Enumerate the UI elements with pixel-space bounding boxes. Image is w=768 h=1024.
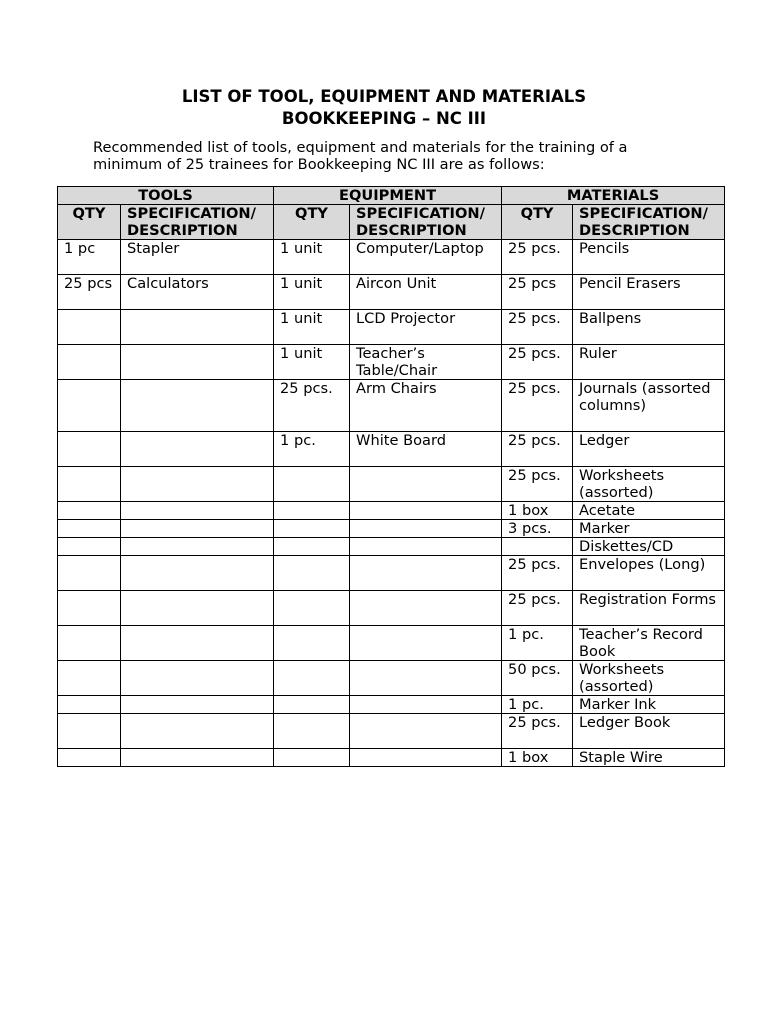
tools-desc-cell: Stapler: [121, 240, 274, 275]
desc-label: DESCRIPTION: [356, 222, 467, 239]
materials-desc-cell: Worksheets (assorted): [573, 467, 725, 502]
tools-qty-cell: [58, 310, 121, 345]
materials-qty-header: QTY: [502, 205, 573, 240]
intro-line-2: minimum of 25 trainees for Bookkeeping NC III are as follows:: [93, 156, 545, 173]
materials-desc-cell: Ledger: [573, 432, 725, 467]
materials-qty-cell: 25 pcs.: [502, 714, 573, 749]
equipment-qty-cell: [274, 661, 350, 696]
materials-desc-cell: Marker: [573, 520, 725, 538]
tools-qty-cell: [58, 714, 121, 749]
table-row: [58, 502, 725, 520]
equipment-qty-cell: [274, 714, 350, 749]
tools-spec-header: [121, 205, 274, 240]
materials-desc-cell: Worksheets (assorted): [573, 661, 725, 696]
materials-qty-cell: 1 box: [502, 749, 573, 767]
materials-qty-cell: 25 pcs.: [502, 467, 573, 502]
tools-qty-cell: [58, 591, 121, 626]
intro-line-1: Recommended list of tools, equipment and materials for the training of a: [93, 139, 628, 156]
spec-label: SPECIFICATION/: [356, 205, 485, 222]
table-row: [58, 626, 725, 661]
column-header-row: [58, 205, 725, 240]
equipment-qty-cell: 1 pc.: [274, 432, 350, 467]
table-row: [58, 275, 725, 310]
table-row: [58, 661, 725, 696]
tools-qty-cell: [58, 626, 121, 661]
table-body: [58, 240, 725, 767]
equipment-qty-cell: [274, 502, 350, 520]
materials-desc-cell: Pencils: [573, 240, 725, 275]
materials-qty-cell: 25 pcs.: [502, 380, 573, 432]
tools-qty-cell: [58, 502, 121, 520]
tools-qty-cell: 1 pc: [58, 240, 121, 275]
equipment-qty-cell: [274, 626, 350, 661]
tools-desc-cell: [121, 345, 274, 380]
equipment-desc-cell: [350, 556, 502, 591]
materials-qty-cell: 1 box: [502, 502, 573, 520]
materials-desc-cell: Staple Wire: [573, 749, 725, 767]
table-row: [58, 538, 725, 556]
materials-qty-cell: 3 pcs.: [502, 520, 573, 538]
equipment-qty-header: QTY: [274, 205, 350, 240]
equipment-qty-cell: 1 unit: [274, 240, 350, 275]
table-row: [58, 380, 725, 432]
equipment-desc-cell: [350, 520, 502, 538]
tools-desc-cell: [121, 749, 274, 767]
equipment-desc-cell: [350, 467, 502, 502]
equipment-qty-cell: 25 pcs.: [274, 380, 350, 432]
equipment-qty-cell: [274, 538, 350, 556]
tools-qty-header: QTY: [58, 205, 121, 240]
tools-desc-cell: [121, 626, 274, 661]
materials-qty-cell: [502, 538, 573, 556]
table-row: [58, 714, 725, 749]
intro-paragraph: [93, 139, 713, 173]
table-row: [58, 432, 725, 467]
tools-qty-cell: [58, 432, 121, 467]
equipment-desc-cell: [350, 714, 502, 749]
equipment-desc-cell: Teacher’s Table/Chair: [350, 345, 502, 380]
equipment-desc-cell: [350, 661, 502, 696]
materials-spec-header: [573, 205, 725, 240]
equipment-desc-cell: [350, 538, 502, 556]
equipment-desc-cell: White Board: [350, 432, 502, 467]
equipment-desc-cell: Arm Chairs: [350, 380, 502, 432]
materials-qty-cell: 25 pcs: [502, 275, 573, 310]
tools-qty-cell: [58, 467, 121, 502]
table-row: [58, 310, 725, 345]
tools-qty-cell: [58, 380, 121, 432]
equipment-desc-cell: LCD Projector: [350, 310, 502, 345]
tools-header: TOOLS: [58, 187, 274, 205]
equipment-qty-cell: 1 unit: [274, 345, 350, 380]
tools-desc-cell: Calculators: [121, 275, 274, 310]
materials-desc-cell: Ballpens: [573, 310, 725, 345]
materials-qty-cell: 25 pcs.: [502, 556, 573, 591]
table-row: [58, 240, 725, 275]
equipment-qty-cell: [274, 467, 350, 502]
materials-desc-cell: Envelopes (Long): [573, 556, 725, 591]
materials-qty-cell: 1 pc.: [502, 696, 573, 714]
materials-desc-cell: Teacher’s Record Book: [573, 626, 725, 661]
equipment-desc-cell: Aircon Unit: [350, 275, 502, 310]
tools-desc-cell: [121, 591, 274, 626]
materials-desc-cell: Marker Ink: [573, 696, 725, 714]
tools-desc-cell: [121, 432, 274, 467]
equipment-desc-cell: [350, 749, 502, 767]
table-row: [58, 467, 725, 502]
materials-desc-cell: Registration Forms: [573, 591, 725, 626]
desc-label: DESCRIPTION: [127, 222, 238, 239]
tools-desc-cell: [121, 538, 274, 556]
materials-desc-cell: Ruler: [573, 345, 725, 380]
materials-desc-cell: Pencil Erasers: [573, 275, 725, 310]
tools-desc-cell: [121, 310, 274, 345]
materials-qty-cell: 25 pcs.: [502, 345, 573, 380]
spec-label: SPECIFICATION/: [579, 205, 708, 222]
equipment-desc-cell: [350, 626, 502, 661]
table-row: [58, 749, 725, 767]
tools-desc-cell: [121, 696, 274, 714]
materials-desc-cell: Diskettes/CD: [573, 538, 725, 556]
tools-equipment-materials-table: [57, 186, 725, 767]
tools-qty-cell: [58, 661, 121, 696]
tools-qty-cell: [58, 520, 121, 538]
equipment-qty-cell: [274, 749, 350, 767]
desc-label: DESCRIPTION: [579, 222, 690, 239]
page-title: LIST OF TOOL, EQUIPMENT AND MATERIALS: [181, 87, 587, 106]
materials-qty-cell: 25 pcs.: [502, 310, 573, 345]
tools-qty-cell: [58, 345, 121, 380]
materials-qty-cell: 25 pcs.: [502, 240, 573, 275]
materials-desc-cell: Journals (assorted columns): [573, 380, 725, 432]
table-row: [58, 345, 725, 380]
tools-desc-cell: [121, 661, 274, 696]
equipment-qty-cell: [274, 556, 350, 591]
materials-desc-cell: Acetate: [573, 502, 725, 520]
materials-qty-cell: 25 pcs.: [502, 432, 573, 467]
table-row: [58, 556, 725, 591]
table-row: [58, 591, 725, 626]
equipment-desc-cell: [350, 696, 502, 714]
equipment-desc-cell: [350, 502, 502, 520]
group-header-row: [58, 187, 725, 205]
equipment-header: EQUIPMENT: [274, 187, 502, 205]
tools-qty-cell: [58, 538, 121, 556]
tools-desc-cell: [121, 714, 274, 749]
equipment-qty-cell: [274, 696, 350, 714]
spec-label: SPECIFICATION/: [127, 205, 256, 222]
equipment-qty-cell: 1 unit: [274, 310, 350, 345]
equipment-desc-cell: [350, 591, 502, 626]
tools-qty-cell: [58, 696, 121, 714]
materials-qty-cell: 25 pcs.: [502, 591, 573, 626]
tools-qty-cell: [58, 556, 121, 591]
tools-desc-cell: [121, 467, 274, 502]
materials-qty-cell: 50 pcs.: [502, 661, 573, 696]
page-subtitle: BOOKKEEPING – NC III: [281, 109, 487, 128]
materials-desc-cell: Ledger Book: [573, 714, 725, 749]
equipment-qty-cell: [274, 591, 350, 626]
tools-desc-cell: [121, 380, 274, 432]
equipment-spec-header: [350, 205, 502, 240]
table-row: [58, 520, 725, 538]
materials-header: MATERIALS: [502, 187, 725, 205]
tools-desc-cell: [121, 520, 274, 538]
tools-desc-cell: [121, 556, 274, 591]
equipment-qty-cell: [274, 520, 350, 538]
table-row: [58, 696, 725, 714]
tools-desc-cell: [121, 502, 274, 520]
materials-qty-cell: 1 pc.: [502, 626, 573, 661]
tools-qty-cell: [58, 749, 121, 767]
tools-qty-cell: 25 pcs: [58, 275, 121, 310]
equipment-qty-cell: 1 unit: [274, 275, 350, 310]
equipment-desc-cell: Computer/Laptop: [350, 240, 502, 275]
